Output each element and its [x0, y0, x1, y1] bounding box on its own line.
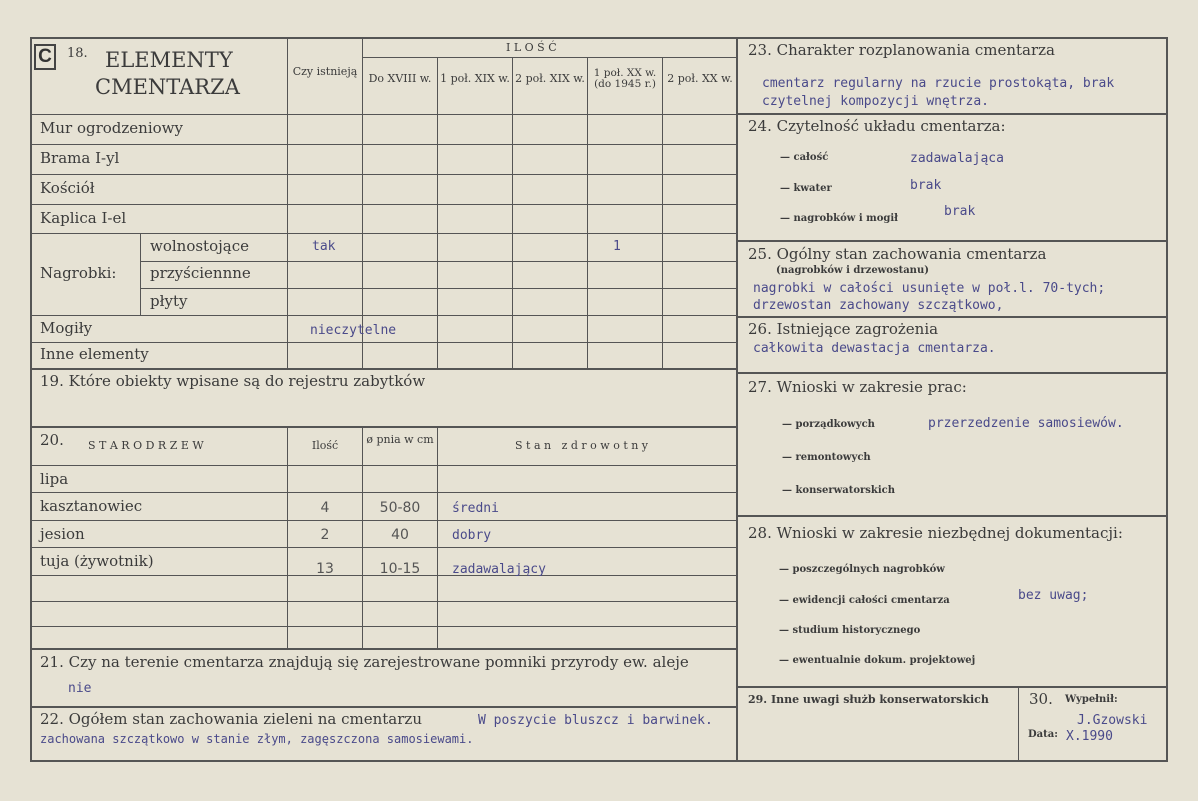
row-sublabel: wolnostojące	[150, 237, 249, 255]
frame-right	[1166, 37, 1168, 762]
section-30-author: J.Gzowski	[1077, 713, 1148, 728]
header-count: Ilość	[311, 439, 339, 452]
section-28-item: — poszczególnych nagrobków	[779, 564, 945, 575]
value-count: 1	[613, 239, 621, 254]
header-health: S t a n z d r o w o t n y	[515, 439, 649, 452]
section-24-value: brak	[910, 178, 942, 193]
tree-health: średni	[452, 501, 499, 516]
header-exists: Czy istnieją	[292, 65, 358, 78]
section-22-label: 22. Ogółem stan zachowania zieleni na cmentarzu	[40, 710, 422, 728]
tree-health: zadawalający	[452, 562, 546, 577]
header-period: 1 poł. XX w. (do 1945 r.)	[593, 67, 657, 91]
row-label-nagrobki: Nagrobki:	[40, 264, 117, 282]
section-20-title: S T A R O D R Z E W	[88, 439, 204, 452]
section-19-label: 19. Które obiekty wpisane są do rejestru zabytków	[40, 372, 426, 390]
section-28-item: — ewentualnie dokum. projektowej	[779, 655, 976, 666]
row-label: Kaplica I-el	[40, 209, 127, 227]
header-ilosc: I L O Ś Ć	[506, 41, 557, 54]
tree-diam: 40	[391, 527, 409, 543]
tree-count: 13	[316, 561, 334, 577]
section-24-value: zadawalająca	[910, 151, 1004, 166]
section-27-value: przerzedzenie samosiewów.	[928, 416, 1124, 431]
section-26-value: całkowita dewastacja cmentarza.	[753, 341, 996, 356]
section-27-item: — konserwatorskich	[782, 485, 895, 496]
section-23-value-1: cmentarz regularny na rzucie prostokąta, brak	[762, 76, 1115, 91]
tree-name: jesion	[40, 525, 85, 543]
frame-left	[30, 37, 32, 762]
section-24-item: — nagrobków i mogił	[780, 213, 899, 224]
tree-diam: 50-80	[379, 500, 421, 516]
tree-health: dobry	[452, 528, 492, 543]
tree-diam: 10-15	[379, 561, 421, 577]
section-23-value-2: czytelnej kompozycji wnętrza.	[762, 94, 989, 109]
section-27-item: — remontowych	[782, 452, 871, 463]
row-label: Mur ogrodzeniowy	[40, 119, 183, 137]
section-18-number: 18.	[67, 46, 88, 61]
header-diam: ø pnia w cm	[366, 433, 434, 446]
section-23-label: 23. Charakter rozplanowania cmentarza	[748, 41, 1055, 59]
row-label: Brama I-yl	[40, 149, 120, 167]
row-sublabel: płyty	[150, 292, 188, 310]
section-18-title-1: ELEMENTY	[105, 48, 233, 72]
frame-bottom	[30, 760, 1168, 762]
header-period: 2 poł. XX w.	[667, 72, 733, 85]
section-25-value-2: drzewostan zachowany szczątkowo,	[753, 298, 1004, 313]
section-28-value: bez uwag;	[1018, 588, 1089, 603]
section-26-label: 26. Istniejące zagrożenia	[748, 320, 939, 338]
tree-count: 2	[320, 527, 330, 543]
section-20-number: 20.	[40, 431, 64, 449]
value-mogily: nieczytelne	[310, 323, 397, 338]
section-24-value: brak	[944, 204, 976, 219]
section-18-title-2: CMENTARZA	[95, 75, 240, 99]
section-28-label: 28. Wnioski w zakresie niezbędnej dokumentacji:	[748, 524, 1123, 542]
tree-count: 4	[320, 500, 330, 516]
frame-middle	[736, 37, 738, 762]
section-22-value-1: W poszycie bluszcz i barwinek.	[478, 713, 713, 728]
section-28-item: — ewidencji całości cmentarza	[779, 595, 950, 606]
section-29-label: 29. Inne uwagi służb konserwatorskich	[748, 693, 989, 706]
section-30-date: X.1990	[1066, 729, 1113, 744]
row-label: Mogiły	[40, 319, 93, 337]
section-21-value: nie	[68, 681, 92, 696]
section-24-item: — kwater	[780, 183, 832, 194]
section-24-item: — całość	[780, 152, 829, 163]
section-24-label: 24. Czytelność układu cmentarza:	[748, 117, 1006, 135]
header-period: 1 poł. XIX w.	[440, 72, 510, 85]
header-period: 2 poł. XIX w.	[515, 72, 585, 85]
section-30-label: Wypełnił:	[1065, 694, 1118, 705]
value-exists: tak	[312, 239, 336, 254]
section-25-label: 25. Ogólny stan zachowania cmentarza	[748, 245, 1047, 263]
tree-name: lipa	[40, 470, 69, 488]
section-27-label: 27. Wnioski w zakresie prac:	[748, 378, 967, 396]
section-30-number: 30.	[1029, 690, 1053, 708]
section-28-item: — studium historycznego	[779, 625, 921, 636]
section-25-sub: (nagrobków i drzewostanu)	[776, 265, 929, 276]
row-label: Inne elementy	[40, 345, 149, 363]
category-box: C	[34, 44, 56, 70]
section-21-label: 21. Czy na terenie cmentarza znajdują się zarejestrowane pomniki przyrody ew. aleje	[40, 653, 689, 671]
frame-top	[30, 37, 1168, 39]
section-30-date-label: Data:	[1028, 729, 1058, 740]
section-27-item: — porządkowych	[782, 419, 875, 430]
header-period: Do XVIII w.	[368, 72, 432, 85]
row-label: Kościół	[40, 179, 95, 197]
tree-name: kasztanowiec	[40, 497, 143, 515]
tree-name: tuja (żywotnik)	[40, 552, 154, 570]
section-22-value-2: zachowana szczątkowo w stanie złym, zagęszczona samosiewami.	[40, 732, 474, 746]
row-sublabel: przyściennne	[150, 264, 251, 282]
section-25-value-1: nagrobki w całości usunięte w poł.l. 70-tych;	[753, 281, 1106, 296]
